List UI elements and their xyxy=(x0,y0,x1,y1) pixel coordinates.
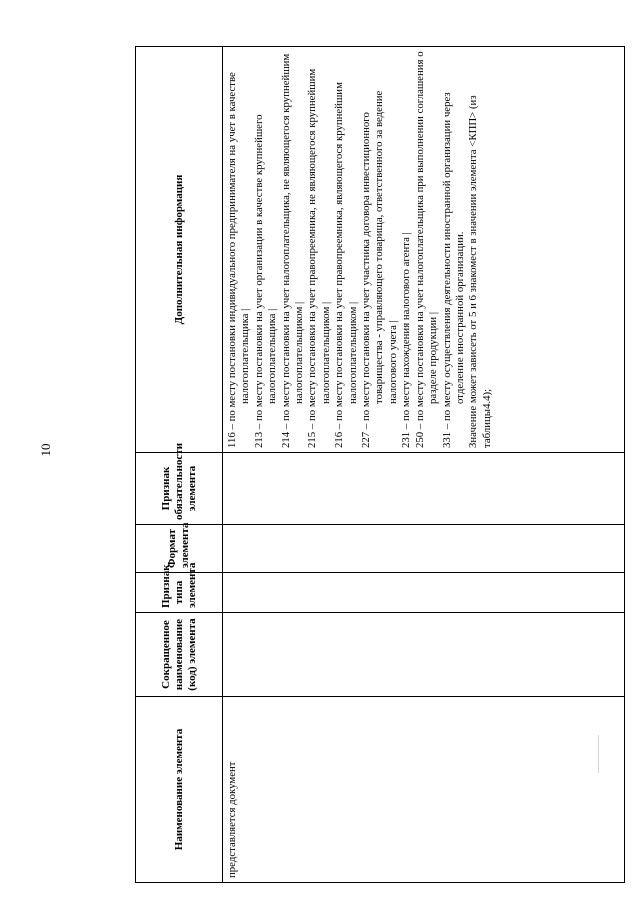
table-header-row xyxy=(136,47,223,883)
cell-type-flag xyxy=(223,573,625,613)
code-item-214: 214 – по месту постановки на учет налогоплательщика, не являющегося крупнейшим налогоплательщиком | xyxy=(279,53,306,448)
cell-required-flag xyxy=(223,453,625,525)
header-short-name: Сокращенное наименование (код) элемента xyxy=(136,613,223,697)
code-list xyxy=(226,51,467,448)
code-item-231: 231 – по месту нахождения налогового агента | xyxy=(400,232,413,448)
header-additional-info: Дополнительная информация xyxy=(136,47,223,453)
code-item-216: 216 – по месту постановки на учет правопреемника, являющегося крупнейшим налогоплательщиком | xyxy=(333,82,359,448)
code-item-213: 213 – по месту постановки на учет организации в качестве крупнейшего налогоплательщика | xyxy=(252,114,279,448)
cell-additional-info xyxy=(223,47,625,453)
cell-short-name xyxy=(223,613,625,697)
cell-format xyxy=(223,525,625,573)
code-item-215: 215 – по месту постановки на учет правопреемника, не являющегося крупнейшим налогоплательщиком | xyxy=(306,68,332,448)
code-item-331: 331 – по месту осуществления деятельности иностранной организации через отделение иностранной организации. xyxy=(440,92,466,448)
header-element-name: Наименование элемента xyxy=(136,697,223,883)
document-table-container xyxy=(135,47,625,883)
scan-artifact-line xyxy=(598,735,599,773)
code-item-227: 227 – по месту постановки на учет участника договора инвестиционного товарищества - управляющего товарища, ответственного за ведение налогового учета | xyxy=(360,90,399,448)
code-item-250: 250 – по месту постановки на учет налогоплательщика при выполнении соглашения о разделе продукции | xyxy=(413,51,440,448)
code-item-116: 116 – по месту постановки индивидуального предпринимателя на учет в качестве налогоплательщика | xyxy=(226,72,252,448)
document-table xyxy=(135,46,625,883)
header-format: Формат элемента xyxy=(136,525,223,573)
header-type-flag: Признак типа элемента xyxy=(136,573,223,613)
cell-element-name: представляется документ xyxy=(223,697,625,883)
table-row xyxy=(223,47,625,883)
page-number: 10 xyxy=(38,443,53,457)
header-required-flag: Признак обязательности элемента xyxy=(136,453,223,525)
kpp-note: Значение может зависеть от 5 и 6 знакомест в значении элемента <КПП> (из таблицы4.4); xyxy=(467,95,493,448)
